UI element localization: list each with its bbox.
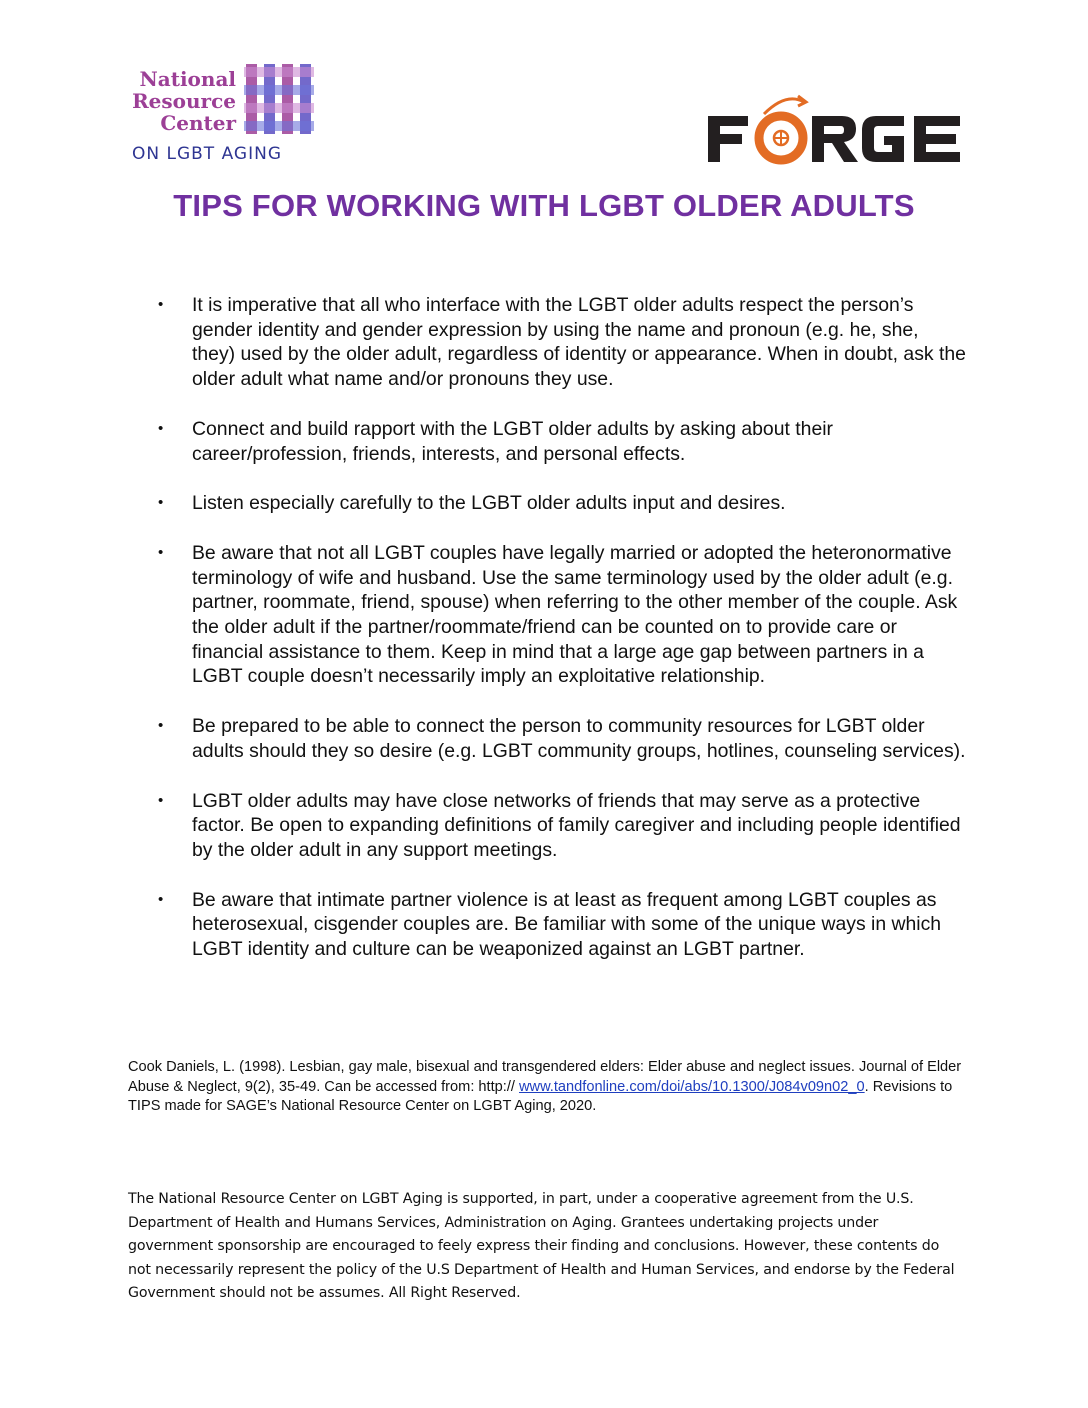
tip-item	[156, 417, 966, 466]
tip-item	[156, 293, 966, 392]
tips-list	[156, 293, 966, 987]
page-title: TIPS FOR WORKING WITH LGBT OLDER ADULTS	[173, 188, 915, 223]
tip-item	[156, 491, 966, 516]
tip-item	[156, 789, 966, 863]
bullet: •	[158, 791, 164, 809]
tip-text: LGBT older adults may have close networks of friends that may serve as a protective factor. Be open to expanding definitions of family caregiver and including people identified by the older adult in any support meetings.	[192, 789, 961, 861]
tip-item	[156, 888, 966, 962]
bullet: •	[158, 419, 164, 437]
tip-text: Listen especially carefully to the LGBT older adults input and desires.	[192, 492, 786, 515]
tip-text: Connect and build rapport with the LGBT older adults by asking about their career/profession, friends, interests, and personal effects.	[192, 417, 833, 465]
bullet: •	[158, 296, 164, 313]
tip-text: Be aware that intimate partner violence is at least as frequent among LGBT couples as heterosexual, cisgender couples are. Be familiar with some of the unique ways in which LGBT identity and culture can be weaponized against an LGBT partner.	[192, 888, 942, 961]
bullet: •	[158, 494, 164, 512]
bullet: •	[158, 543, 164, 561]
nrc-line-1: National	[139, 67, 236, 91]
nrc-plaid-grid-icon	[244, 64, 314, 134]
forge-logo	[704, 88, 966, 168]
tip-item	[156, 714, 966, 763]
bullet: •	[158, 717, 164, 735]
tip-text: It is imperative that all who interface with the LGBT older adults respect the person’s gender identity and gender expression by using the name and pronoun (e.g. he, she, they) used by the older adult, regardless of identity or appearance. When in doubt, ask the older adult what name and/or pronouns they use.	[192, 294, 966, 391]
citation-text: Cook Daniels, L. (1998). Lesbian, gay male, bisexual and transgendered elders: Elder abuse and neglect issues. Journal of Elder Abuse & Neglect, 9(2), 35-49. Can be accessed from: http://	[128, 1059, 962, 1095]
citation	[128, 1058, 968, 1117]
nrc-line-3: Center	[160, 111, 236, 135]
forge-logo-graphic	[704, 88, 966, 168]
tip-text: Be aware that not all LGBT couples have legally married or adopted the heteronormative terminology of wife and husband. Use the same terminology used by the older adult (e.g. partner, roommate, friend, spouse) when referring to the other member of the couple. Ask the older adult if the partner/roommate/friend can be counted on to provide care or financial assistance to them. Keep in mind that a large age gap between partners in a LGBT couple doesn’t necessarily imply an exploitative relationship.	[192, 541, 958, 688]
funding-disclaimer: The National Resource Center on LGBT Aging is supported, in part, under a cooperative agreement from the U.S. Department of Health and Humans Services, Administration on Aging. Grantees undertaking projects under government sponsorship are encouraged to feely express their finding and conclusions. However, these contents do not necessarily represent the policy of the U.S Department of Health and Human Services, and endorse by the Federal Government should not be assumes. All Right Reserved.	[128, 1191, 955, 1302]
tip-item	[156, 541, 966, 689]
nrc-wordmark	[128, 68, 236, 134]
bullet: •	[158, 890, 164, 908]
citation-link[interactable]: www.tandfonline.com/doi/abs/10.1300/J084v09n02_0	[519, 1078, 865, 1095]
nrc-logo	[128, 64, 328, 168]
nrc-line-2: Resource	[132, 89, 236, 113]
citation-text-after: . Revisions to TIPS made for SAGE’s National Resource Center on LGBT Aging, 2020.	[128, 1078, 953, 1114]
tip-text: Be prepared to be able to connect the person to community resources for LGBT older adults should they so desire (e.g. LGBT community groups, hotlines, counseling services).	[192, 715, 966, 762]
nrc-tagline: ON LGBT AGING	[132, 144, 283, 164]
